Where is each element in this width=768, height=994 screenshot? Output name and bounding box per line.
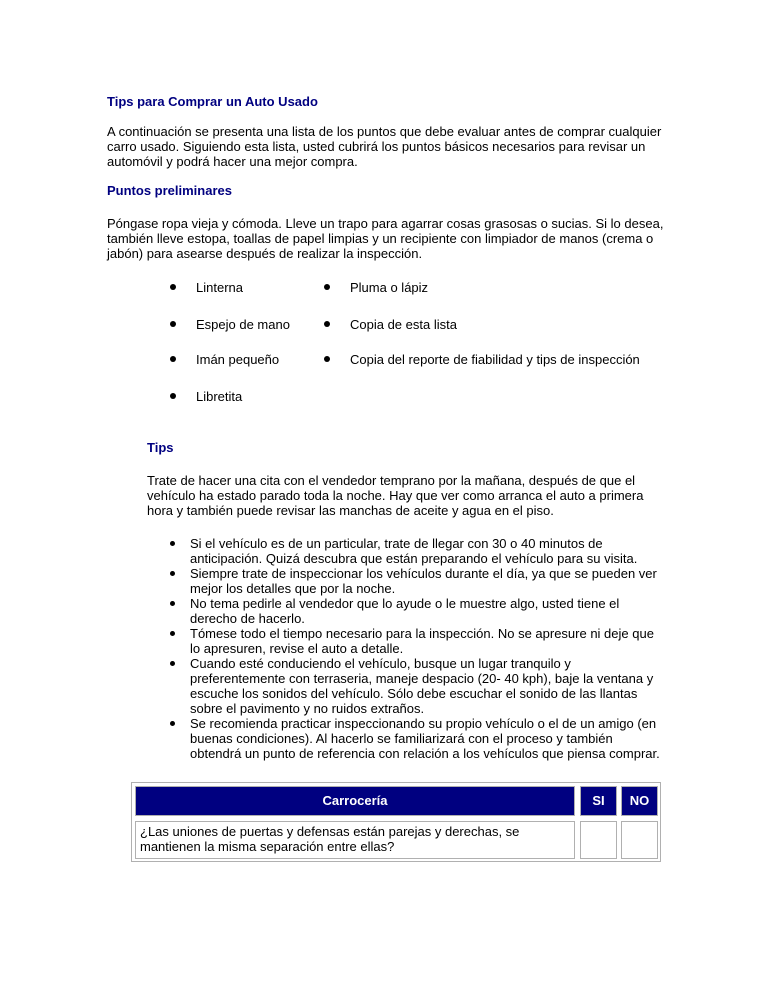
list-item-text: Siempre trate de inspeccionar los vehículos durante el día, ya que se pueden ver mejor los detalles que por la noche. bbox=[190, 566, 657, 596]
list-item-text: Cuando esté conduciendo el vehículo, busque un lugar tranquilo y preferentemente con terraseria, maneje despacio (20- 40 kph), baje la ventana y escuche los sonidos del vehículo. Sólo debe escuchar el sonido de las llantas sobre el pavimento y no ruidos extraños. bbox=[190, 656, 654, 716]
list-item bbox=[170, 536, 660, 566]
bullet-icon bbox=[170, 541, 175, 546]
list-item-label: Imán pequeño bbox=[196, 352, 280, 367]
preliminares-paragraph: Póngase ropa vieja y cómoda. Lleve un trapo para agarrar cosas grasosas o sucias. Si lo desea, también lleve estopa, toallas de papel limpias y un recipiente con limpiador de manos (crema o jabón) para asearse después de realizar la inspección. bbox=[107, 216, 664, 261]
bullet-icon bbox=[170, 601, 175, 606]
bullet-icon bbox=[170, 321, 176, 327]
list-item-text: Si el vehículo es de un particular, trate de llegar con 30 o 40 minutos de anticipación. Quizá descubra que están preparando el vehículo para su visita. bbox=[190, 536, 638, 566]
list-item-label: Copia del reporte de fiabilidad y tips de inspección bbox=[350, 352, 640, 367]
list-item-label: Libretita bbox=[196, 389, 243, 404]
answer-si-cell[interactable] bbox=[580, 821, 617, 859]
page-title: Tips para Comprar un Auto Usado bbox=[107, 94, 318, 109]
list-item bbox=[170, 716, 660, 761]
list-item-text: Tómese todo el tiempo necesario para la inspección. No se apresure ni deje que lo apresuren, revise el auto a detalle. bbox=[190, 626, 654, 656]
inspection-table bbox=[131, 782, 661, 862]
list-item bbox=[170, 566, 660, 596]
bullet-icon bbox=[170, 356, 176, 362]
bullet-icon bbox=[324, 284, 330, 290]
bullet-icon bbox=[170, 284, 176, 290]
bullet-icon bbox=[170, 393, 176, 399]
table-header-no: NO bbox=[621, 786, 658, 816]
list-item bbox=[170, 596, 660, 626]
list-item bbox=[170, 626, 660, 656]
table-header-carroceria: Carrocería bbox=[135, 786, 575, 816]
list-item-label: Espejo de mano bbox=[196, 317, 290, 332]
list-item-text: Se recomienda practicar inspeccionando su propio vehículo o el de un amigo (en buenas condiciones). Al hacerlo se familiarizará con el proceso y también obtendrá un punto de referencia con relación a los vehículos que piensa comprar. bbox=[190, 716, 660, 761]
table-header-si: SI bbox=[580, 786, 617, 816]
bullet-icon bbox=[324, 356, 330, 362]
bullet-icon bbox=[170, 631, 175, 636]
section-heading-preliminares: Puntos preliminares bbox=[107, 183, 232, 198]
tips-list bbox=[170, 536, 660, 761]
list-item-label: Pluma o lápiz bbox=[350, 280, 429, 295]
list-item-text: No tema pedirle al vendedor que lo ayude o le muestre algo, usted tiene el derecho de hacerlo. bbox=[190, 596, 620, 626]
list-item-label: Copia de esta lista bbox=[350, 317, 457, 332]
bullet-icon bbox=[324, 321, 330, 327]
list-item bbox=[170, 656, 660, 716]
list-item-label: Linterna bbox=[196, 280, 243, 295]
bullet-icon bbox=[170, 571, 175, 576]
answer-no-cell[interactable] bbox=[621, 821, 658, 859]
bullet-icon bbox=[170, 661, 175, 666]
intro-paragraph: A continuación se presenta una lista de los puntos que debe evaluar antes de comprar cualquier carro usado. Siguiendo esta lista, usted cubrirá los puntos básicos necesarios para revisar un automóvil y podrá hacer una mejor compra. bbox=[107, 124, 662, 169]
section-heading-tips: Tips bbox=[147, 440, 174, 455]
tips-paragraph: Trate de hacer una cita con el vendedor temprano por la mañana, después de que el vehículo ha estado parado toda la noche. Hay que ver como arranca el auto a primera hora y también puede revisar las manchas de aceite y agua en el piso. bbox=[147, 473, 644, 518]
bullet-icon bbox=[170, 721, 175, 726]
table-row-question: ¿Las uniones de puertas y defensas están parejas y derechas, se mantienen la misma separación entre ellas? bbox=[135, 821, 575, 859]
